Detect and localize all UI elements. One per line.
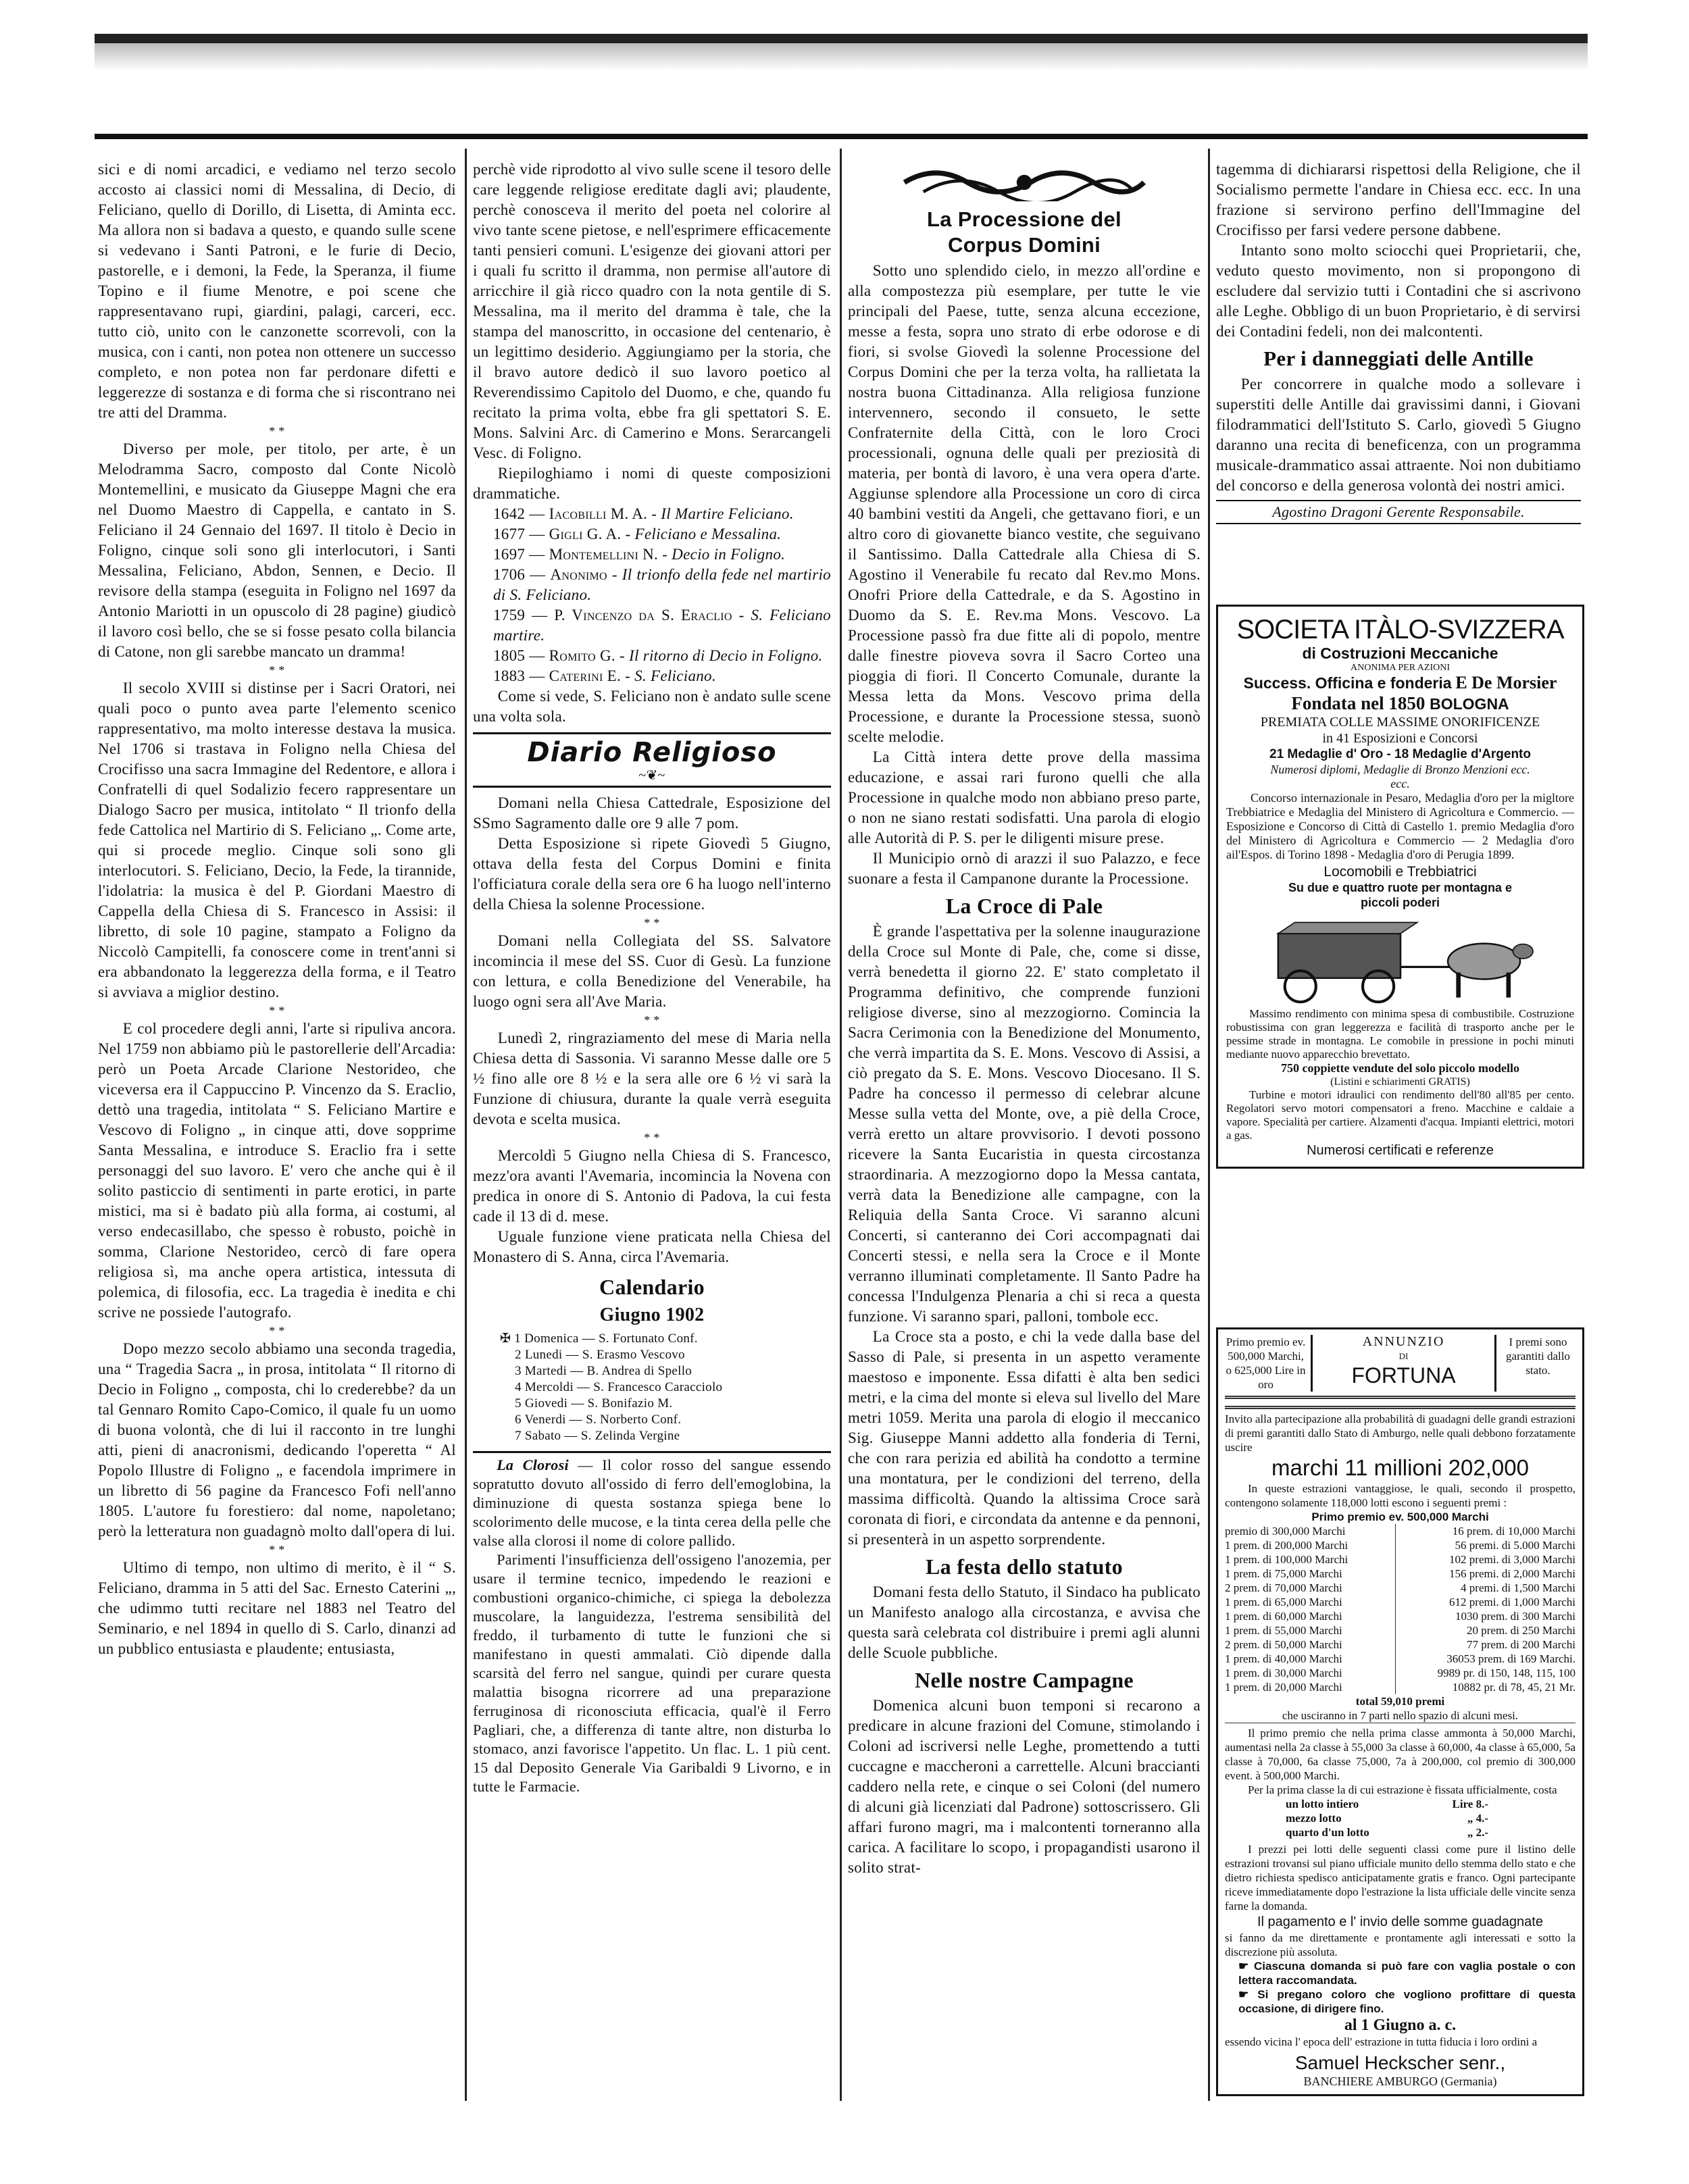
prize-row: 1 prem. di 60,000 Marchi: [1225, 1610, 1342, 1623]
ad-text: Massimo rendimento con minima spesa di combustibile. Costruzione robustissima con gran leggerezza e facilità di trasporto anche per le pessime strade in montagna. Le comobile in pressione in pochi minuti mediante nuovo apparecchio brevettato.: [1226, 1007, 1574, 1061]
calendar-list: [500, 1331, 831, 1444]
paragraph: Domenica alcuni buon temponi si recarono a predicare in alcune frazioni del Comune, stimolando i Coloni ad iscriversi nelle Leghe, promettendo a tutti cuccagne e maccheroni a carrettelle. Alcuni braccianti caddero nella rete, e cinque o sei Coloni (del numero di alcuni già licenziati dal Padrone) sottoscrissero. Gli affari furono magri, ma i malcontenti torneranno alla carica. A facilitare lo scopo, i propagandisti usarono il solito strat-: [848, 1697, 1201, 1876]
work-title: - Il trionfo della fede nel martirio di S. Feliciano.: [493, 566, 831, 603]
price-value: „ 4.-: [1467, 1812, 1488, 1825]
prize-row: 36053 prem. di 169 Marchi.: [1446, 1652, 1575, 1665]
prize-row: 2 prem. di 50,000 Marchi: [1225, 1638, 1342, 1651]
ad-text: 750 coppiette vendute del solo piccolo modello: [1281, 1061, 1519, 1075]
price-label: un lotto intiero: [1286, 1798, 1359, 1810]
ad-text: essendo vicina l' epoca dell' estrazione in tutta fiducia i loro ordini a: [1225, 2035, 1538, 2048]
ad-text: Il primo premio che nella prima classe ammonta à 50,000 Marchi, aumentasi nella 2a classe à 55,000 3a classe à 60,000, 4a classe à 65,000, 5a classe à 70,000, 6a classe 75,000, 7a à 200,000, col premio di 300,000 event. à 500,000 Marchi.: [1225, 1727, 1575, 1782]
ad-text: Il pagamento e l' invio delle somme guadagnate: [1257, 1914, 1543, 1929]
prize-row: 1 prem. di 30,000 Marchi: [1225, 1667, 1342, 1679]
article-title: La Croce di Pale: [945, 894, 1103, 918]
ad-text: ☛ Si pregano coloro che vogliono profittare di questa occasione, di dirigere fino.: [1238, 1988, 1575, 2015]
paragraph: tagemma di dichiararsi rispettosi della Religione, che il Socialismo permette l'andare in Chiesa ecc. ecc. In una frazione si servirono perfino dell'Immagine del Crocifisso per farsi vedere persone dabbene.: [1216, 161, 1581, 238]
work-year: 1883 —: [493, 667, 545, 684]
ad-text: Invito alla partecipazione alla probabilità di guadagni delle grandi estrazioni di premi garantiti dallo Stato di Amburgo, nelle quali debbono forzatamente uscire: [1225, 1406, 1575, 1454]
advertisement-lottery: [1216, 1327, 1584, 2096]
prize-column-right: [1405, 1524, 1576, 1694]
column-2: [473, 159, 831, 1796]
separator: * *: [644, 916, 660, 930]
ad-text: Per la prima classe la di cui estrazione è fissata ufficialmente, costa: [1248, 1783, 1557, 1796]
paragraph: Domani nella Collegiata del SS. Salvatore incomincia il mese del SS. Cuor di Gesù. La funzione con lettura, e colla Benedizione del Venerabile, ha luogo ogni sera all'Ave Maria.: [473, 932, 831, 1010]
separator: * *: [269, 663, 285, 677]
ornament-icon: ~❦~: [638, 768, 665, 783]
ad-text: Locomobili e Trebbiatrici: [1324, 864, 1477, 880]
ad-text: che usciranno in 7 parti nello spazio di alcuni mesi.: [1225, 1708, 1575, 1723]
ornament-banner-icon: [875, 162, 1174, 203]
work-title: - Feliciano e Messalina.: [625, 526, 782, 542]
paragraph: Detta Esposizione si ripete Giovedì 5 Giugno, ottava della festa del Corpus Domini e finita l'officiatura corale della sera ore 6 ha luogo nell'interno della Chiesa la solenne Processione.: [473, 835, 831, 913]
section-title: Diario Religioso: [527, 737, 777, 768]
work-year: 1642 —: [493, 505, 545, 522]
prize-row: 10882 pr. di 78, 45, 21 Mr.: [1452, 1681, 1575, 1694]
prize-row: 1 prem. di 55,000 Marchi: [1225, 1624, 1342, 1637]
paragraph: Sotto uno splendido cielo, in mezzo all'ordine e alla compostezza più esemplare, per tutte le vie principali del Paese, tutte, senza alcuna eccezione, messe a festa, sopra uno strato di erbe odorose e di fiori, si svolse Giovedì la solenne Processione del Corpus Domini che per la terza volta, ha rallietata la nostra buona Cittadinanza. Alla religiosa funzione intervennero, secondo il consueto, le sette Confraternite della Città, con le loro Croci processionali, ognuna delle quali per preziosità di materia, per bontà di lavoro, è una vera opera d'arte. Aggiunse splendore alla Processione un coro di circa 40 bambini vestiti da Angeli, che gettavano fiori, e un altro coro di giovanette bianco vestite, che seguivano il Santissimo. Dalla Cattedrale alla Chiesa di S. Agostino il Venerabile fu recato dal Rev.mo Mons. Onofri Priore della Cattedrale, e da S. Agostino in Duomo da S. E. Rev.ma Mons. Vescovo. La Processione passò fra due fitte ali di popolo, mentre dalle finestre pioveva sovra il Sacro Corteo una pioggia di fiori. Il Concerto Comunale, durante la Messa letta da Mons. Vescovo prima della Processione, e durante la Processione stessa, suonò scelte melodie.: [848, 262, 1201, 745]
price-value: „ 2.-: [1467, 1826, 1488, 1839]
prize-column-left: [1225, 1524, 1396, 1694]
prize-row: 1 prem. di 100,000 Marchi: [1225, 1553, 1348, 1566]
work-title: - S. Feliciano.: [625, 667, 716, 684]
advertisement-italo-svizzera: [1216, 605, 1584, 1169]
work-author: Romito G.: [549, 647, 615, 664]
paragraph: Dopo mezzo secolo abbiamo una seconda tragedia, una “ Tragedia Sacra „ in prosa, intitolata “ Il ritorno di Decio in Foligno „ composta, chi lo crederebbe? da un tal Gennaro Romito Capo-Comico, il quale fu un uomo di buona volontà, che di lui il racconto in tre lunghi atti, pieni di anacronismi, dedicando l'operetta “ Al Popolo Illustre di Foligno „ e facendola imprimere in un libretto di 56 pagine da Francesco Fofi nell'anno 1805. L'autore fu forestiero: dal nome, napoletano; però la letteratura non guadagnò molto dall'opera di lui.: [98, 1340, 456, 1540]
work-author: Caterini E.: [549, 667, 622, 684]
lottery-header: [1225, 1335, 1575, 1399]
separator: * *: [269, 1004, 285, 1017]
paragraph: Parimenti l'insufficienza dell'ossigeno l'anozemia, per usare il termine tecnico, impedendo le reazioni e combustioni organico-chimiche, ci spiega la debolezza muscolare, la languidezza, l'estrema sensibilità del freddo, il turbamento di tutte le funzioni che si manifestano in questi ammalati. Ciò dipende dalla scarsità del ferro nel sangue, quindi per curare questa malattia bisogna ricorrere ad una preparazione ferruginosa di riconosciuta efficacia, qual'è il Ferro Pagliari, che, a differenza di tante altre, non disturba lo stomaco, anzi favorisce l'appetito. Un flac. L. 1 più cent. 15 dal Deposito Generale Via Garibaldi 9 Livorno, e in tutte le Farmacie.: [473, 1551, 831, 1795]
column-divider: [840, 149, 842, 2101]
column-3: [848, 159, 1201, 1878]
prize-row: 1 prem. di 200,000 Marchi: [1225, 1539, 1348, 1552]
price-label: quarto d'un lotto: [1286, 1826, 1369, 1839]
paragraph: perchè vide riprodotto al vivo sulle scene il tesoro delle care leggende religiose ereditate dagli avi; plaudente, perchè conosceva il merito del poeta nel colorire al vivo tante scene pietose, e nell'esprimere efficacemente tanti pensieri comuni. L'esigenze dei giovani attori per i quali fu scritto il dramma, non permise all'autore di arricchire il già ricco quadro con la nota gentile di S. Messalina, ma il merito del dramma è tale, che la stampa del manoscritto, in occasione del centenario, è un legittimo desiderio. Aggiungiamo per la storia, che il bravo autore dedicò il suo lavoro poetico al Reverendissimo Capitolo del Duomo, e che, quando fu recitato la prima volta, ebbe fra gli spettatori S. E. Mons. Salvini Arc. di Camerino e Mons. Serarcangeli Vesc. di Foligno.: [473, 161, 831, 461]
clorosi-notice: [473, 1451, 831, 1796]
ad-text: [1226, 693, 1574, 714]
price-row: [1286, 1825, 1488, 1839]
header-rule: [95, 134, 1588, 139]
prize-row: 4 premi. di 1,500 Marchi: [1461, 1581, 1575, 1594]
ad-text: I premi sono garantiti dallo stato.: [1494, 1335, 1575, 1392]
ad-subtitle: di Costruzioni Meccaniche: [1302, 644, 1498, 662]
column-1: [98, 159, 456, 1659]
ad-text: I prezzi pei lotti delle seguenti classi come pure il listino delle estrazioni trovansi sul piano ufficiale munito dello stemma dello stato e che dietro richiesta spedisco anticipatamente gratis e franco. Ogni partecipante riceve immediatamente dopo l'estrazione la lista ufficiale delle vincite senza farne la domanda.: [1225, 1843, 1575, 1912]
ad-text: Numerosi certificati e referenze: [1307, 1143, 1494, 1158]
ad-text: in 41 Esposizioni e Concorsi: [1322, 731, 1478, 746]
prize-row: 77 prem. di 200 Marchi: [1467, 1638, 1575, 1651]
prize-row: 1 prem. di 65,000 Marchi: [1225, 1596, 1342, 1608]
ad-text: (Listini e schiarimenti GRATIS): [1330, 1076, 1470, 1088]
article-title: Per i danneggiati delle Antille: [1263, 347, 1534, 370]
ad-text: Primo premio ev. 500,000 Marchi, o 625,000 Lire in oro: [1225, 1335, 1313, 1392]
paragraph: È grande l'aspettativa per la solenne inaugurazione della Croce sul Monte di Pale, che, come si disse, verrà benedetta il giorno 22. E' stato completato il Programma definitivo, che comprende funzioni religiose diverse, sino al mezzogiorno. Comincia la Sacra Cerimonia con la Benedizione del Monumento, che verrà impartita da S. E. Mons. Vescovo di Assisi, a ciò pregato da S. E. Mons. Vescovo Diocesano. Il S. Padre ha concesso il permesso di celebrar alcune Messe sulla vetta del Monte, ove, a piè della Croce, verrà eretto un altare provvisorio. I devoti possono ricevere la Santa Eucaristia in questa circostanza straordinaria. A mezzogiorno dopo la Messa cantata, verrà data la Benedizione alle campagne, con la Reliquia della Santa Croce. Vi saranno alcuni Concerti, si canteranno dei Cori accompagnati dai Concerti stessi, e nella sera la Croce e il Monte verranno illuminati completamente. Il Santo Padre ha concessa l'Indulgenza Plenaria a chi si reca a questa funzione. Vi saranno spari, palloni, tombole ecc.: [848, 923, 1201, 1325]
work-item: [473, 524, 831, 544]
paragraph: E col procedere degli anni, l'arte si ripuliva ancora. Nel 1759 non abbiamo più le pastorellerie dell'Arcadia: però un Poeta Arcade Clarione Nestorideo, che viceversa era il Cappuccino P. Vincenzo da S. Eraclio, dettò una tragedia, intitolata “ S. Feliciano Martire e Vescovo di Foligno „ in cinque atti, dove sopprime Santa Messalina, e introduce S. Eraclio fra i sette personaggi del suo lavoro. E' vero che anche qui è il solito pasticcio di sentimenti in parte erotici, in parte mistici, ma si è badato più alla forma, ai costumi, al verso endecasillabo, che spesso è robusto, poichè in somma, Clarione Nestorideo, cercò di fare opera religiosa sì, ma anche opera artistica, intessuta di polemica, di filosofia, ecc. La tragedia è inedita e chi scrive ne possiede l'autografo.: [98, 1020, 456, 1321]
prize-row: 1 prem. di 75,000 Marchi: [1225, 1567, 1342, 1580]
paragraph: Come si vede, S. Feliciano non è andato sulle scene una volta sola.: [473, 688, 831, 725]
notice-title: La Clorosi: [497, 1456, 569, 1473]
top-shade: [95, 43, 1588, 70]
paragraph: La Croce sta a posto, e chi la vede dalla base del Sasso di Pale, si presenta in un aspetto veramente maestoso e imponente. Essa difatti è alta ben sedici metri, e la cima del monte si eleva sul livello del Mare metri 1059. Merita una parola di elogio il meccanico Sig. Giuseppe Manni addetto alla fonderia di Terni, che con rara perizia ed abilità ha condotto a termine una montatura, per le condizioni del terreno, della massima difficoltà. Quando la altissima Croce sarà coronata di fiori, e circondata da antenne e da pennoni, si presenterà in un aspetto sorprendente.: [848, 1328, 1201, 1548]
ad-text: Concorso internazionale in Pesaro, Medaglia d'oro per la migltore Trebbiatrice e Medaglia del Ministero di Agricoltura e Commercio. — Esposizione e Concorso di Città di Castello 1. premio Medaglia d'oro del Ministero di Agricoltura e Commercio — 2 Medaglia d'oro ail'Espos. di Torino 1898 - Medaglia d'oro di Perugia 1899.: [1226, 791, 1574, 861]
article-title: Nelle nostre Campagne: [915, 1668, 1134, 1692]
ad-text: [1226, 674, 1574, 693]
column-4: [1216, 159, 1581, 524]
ad-text: total 59,010 premi: [1355, 1695, 1445, 1708]
lottery-headline: marchi 11 millioni 202,000: [1271, 1455, 1529, 1480]
ad-text: 21 Medaglie d' Oro - 18 Medaglie d'Argento: [1269, 747, 1531, 761]
banker-name: Samuel Heckscher senr.,: [1294, 2052, 1506, 2073]
prize-row: 156 premi. di 2,000 Marchi: [1449, 1567, 1575, 1580]
work-title: - Il ritorno di Decio in Foligno.: [620, 647, 823, 664]
price-row: [1286, 1797, 1488, 1811]
paragraph: Mercoldì 5 Giugno nella Chiesa di S. Francesco, mezz'ora avanti l'Avemaria, incomincia la Novena con predica in onore di S. Antonio di Padova, la cui festa cade il 13 di d. mese.: [473, 1147, 831, 1225]
prize-row: 16 prem. di 10,000 Marchi: [1452, 1525, 1575, 1538]
work-year: 1706 —: [493, 566, 546, 583]
price-list: [1225, 1797, 1575, 1839]
ad-text: ANNUNZIO: [1362, 1334, 1445, 1349]
separator: * *: [644, 1131, 660, 1144]
prize-row: 56 premi. di 5.000 Marchi: [1455, 1539, 1575, 1552]
work-item: [473, 666, 831, 686]
separator: * *: [269, 1543, 285, 1556]
ad-text: si fanno da me direttamente e prontamente agli interessati e sotto la discrezione più assoluta.: [1225, 1931, 1575, 1958]
work-title: - Decio in Foligno.: [662, 546, 786, 563]
paragraph: Diverso per mole, per titolo, per arte, è un Melodramma Sacro, composto dal Conte Nicolò Montemellini, e musicato da Giuseppe Magni che era nel Duomo Maestro di Cappella, e cantato in S. Feliciano il 24 Gennaio del 1697. Il titolo è Decio in Foligno, cinque soli sono gli interlocutori, i Santi Messalina, Feliciano, Abdon, Sennen, e Decio. Il revisore della stampa (eseguita in Foligno nel 1697 da Antonio Mariotti in un opuscolo di 28 pagine) giudicò il lavoro così bello, che se si fosse pesato colla bilancia di Catone, non gli sarebbe mancato un dramma!: [98, 440, 456, 660]
diario-religioso-header: [473, 732, 831, 788]
work-item: [473, 646, 831, 666]
ad-text: Turbine e motori idraulici con rendimento dell'80 all'85 per cento. Regolatori servo motori compensatori a freno. Macchine e caldaie a vapore. Specialità per cartiere. Alzamenti d'acqua. Impianti elettrici, motori a gas.: [1226, 1088, 1574, 1142]
paragraph: Domani nella Chiesa Cattedrale, Esposizione del SSmo Sagramento dalle ore 9 alle 7 pom.: [473, 794, 831, 832]
ad-title: SOCIETA ITÀLO-SVIZZERA: [1236, 615, 1564, 644]
prize-row: premio di 300,000 Marchi: [1225, 1525, 1346, 1538]
work-author: Iacobilli M. A.: [549, 505, 648, 522]
paragraph: sici e di nomi arcadici, e vediamo nel terzo secolo accosto ai classici nomi di Messalina, di Decio, di Feliciano, quello di Dorillo, di Lisetta, di Aminta ecc. Ma allora non si badava a questo, e quando sulle scene si vedevano i Santi Patroni, e le furie di Decio, pastorelle, e i demoni, la Fede, la Speranza, il fiume Topino e il fiume Menotre, e poi scene che rappresentavano rupi, giardini, palagi, carceri, ecc. tutto ciò, unito con le canzonette scorrevoli, con la musica, con i canti, non potea non ottenere un successo completo, e non potea non far perdonare difetti e leggerezze di sostanza e di forma che si riscontrano nei tre atti del Dramma.: [98, 161, 456, 421]
lottery-title: [1313, 1335, 1494, 1392]
paragraph: Ultimo di tempo, non ultimo di merito, è il “ S. Feliciano, dramma in 5 atti del Sac. Ernesto Caterini „, che udimmo tutti recitare nel 1883 nel Teatro del Seminario, e nel 1894 in quello di S. Carlo, dinanzi ad un pubblico entusiasta e plaudente; entusiasta,: [98, 1559, 456, 1657]
paragraph: Per concorrere in qualche modo a sollevare i superstiti delle Antille dai gravissimi danni, i Giovani filodrammatici dell'Istituto S. Carlo, giovedì 5 Giugno daranno una recita di beneficenza, con un programma musicale-drammatico assai attraente. Noi non dubitiamo del concorso e della generosa volontà dei nostri amici.: [1216, 376, 1581, 494]
ad-text: BOLOGNA: [1430, 695, 1509, 713]
prize-row: 20 prem. di 250 Marchi: [1467, 1624, 1575, 1637]
article-title: La festa dello statuto: [926, 1554, 1123, 1579]
works-list: [473, 504, 831, 686]
prize-row: 9989 pr. di 150, 148, 115, 100: [1437, 1667, 1575, 1679]
work-year: 1677 —: [493, 526, 545, 542]
calendar-day: 4 Mercoldi — S. Francesco Caracciolo: [515, 1380, 723, 1394]
work-year: 1759 —: [493, 607, 548, 624]
article-title: La Processione del Corpus Domini: [927, 207, 1121, 257]
prize-row: 1 prem. di 20,000 Marchi: [1225, 1681, 1342, 1694]
paragraph: Riepiloghiamo i nomi di queste composizioni drammatiche.: [473, 465, 831, 502]
ad-text: FORTUNA: [1351, 1363, 1456, 1388]
calendar-day: 6 Venerdi — S. Norberto Conf.: [515, 1413, 682, 1427]
ad-text: Su due e quattro ruote per montagna e piccoli poderi: [1288, 881, 1513, 909]
paragraph: [473, 1456, 831, 1550]
paragraph: Domani festa dello Statuto, il Sindaco ha publicato un Manifesto analogo alla circostanza, e avvisa che questa sarà celebrata col distribuire i premi agli alunni delle Scuole pubbliche.: [848, 1583, 1201, 1661]
banker-title: BANCHIERE AMBURGO (Germania): [1303, 2075, 1497, 2088]
ad-text: Success. Officina e fonderia: [1243, 674, 1452, 692]
ad-text: E De Morsier: [1455, 673, 1557, 692]
calendar-day: 3 Martedi — B. Andrea di Spello: [515, 1364, 692, 1378]
ad-text: ☛ Ciascuna domanda si può fare con vaglia postale o con lettera raccomandata.: [1238, 1960, 1575, 1987]
separator: * *: [644, 1013, 660, 1027]
prize-row: 612 premi. di 1,000 Marchi: [1449, 1596, 1575, 1608]
ad-text: DI: [1398, 1351, 1409, 1361]
ad-text: al 1 Giugno a. c.: [1344, 2016, 1457, 2034]
work-author: Montemellini N.: [549, 546, 659, 563]
prize-row: 1 prem. di 40,000 Marchi: [1225, 1652, 1342, 1665]
ad-text: Numerosi diplomi, Medaglie di Bronzo Menzioni ecc. ecc.: [1270, 763, 1530, 790]
prize-row: 102 premi. di 3,000 Marchi: [1449, 1553, 1575, 1566]
signature: Agostino Dragoni Gerente Responsabile.: [1216, 500, 1581, 524]
separator: * *: [269, 424, 285, 438]
calendar-day: ✠ 1 Domenica — S. Fortunato Conf.: [500, 1331, 698, 1346]
ad-text: ANONIMA PER AZIONI: [1351, 663, 1450, 673]
paragraph: Il secolo XVIII si distinse per i Sacri Oratori, nei quali poco o punto avea parte l'elemento scenico rappresentativo, ma molto interesse destava la musica. Nel 1706 si trastava in Foligno nella Chiesa del Crocifisso una sacra Immagine del Redentore, e allora i Confratelli di quel Sodalizio fecero rappresentare un Dialogo Sacro per musica, intitolato “ Il trionfo della fede Cattolica nel Martirio di S. Feliciano „. Come arte, qui si procede meglio. Cinque soli sono gli interlocutori. S. Feliciano, Decio, la Fede, la tirannide, l'idolatria: la musica è del P. Giordani Maestro di Cappella della Chiesa di S. Francesco in Assisi: il libretto, di sole 10 pagine, stampato a Foligno da Niccolò Campitelli, fa conoscere come in trent'anni si era abbandonato la leggerezza della forma, e il Teatro si avviava a miglior destino.: [98, 680, 456, 1000]
work-author: P. Vincenzo da S. Eraclio: [554, 607, 732, 624]
ad-text: In queste estrazioni vantaggiose, le quali, secondo il prospetto, contengono solamente 118,000 lotti escono i seguenti premi :: [1225, 1482, 1575, 1509]
work-author: Gigli G. A.: [549, 526, 622, 542]
work-item: [473, 504, 831, 524]
prize-row: 2 prem. di 70,000 Marchi: [1225, 1581, 1342, 1594]
work-year: 1697 —: [493, 546, 545, 563]
paragraph: Lunedì 2, ringraziamento del mese di Maria nella Chiesa detta di Sassonia. Vi saranno Messe dalle ore 5 ½ fino alle ore 8 ½ e la sera alle ore 6 ½ vi sarà la Funzione di chiusura, durante la quale verrà eseguita devota e scelta musica.: [473, 1030, 831, 1127]
price-label: mezzo lotto: [1286, 1812, 1342, 1825]
work-item: [473, 544, 831, 565]
work-author: Anonimo: [550, 566, 607, 583]
calendar-month: Giugno 1902: [599, 1304, 705, 1325]
work-item: [473, 605, 831, 646]
notice-text: — Il color rosso del sangue essendo sopratutto dovuto all'ossido di ferro dell'emoglobina, la diminuzione di questa sostanza spiega bene lo scolorimento delle mucose, e la tinta cerea della pelle che valse alla clorosi il nome di colore pallido.: [473, 1456, 831, 1549]
price-value: Lire 8.-: [1452, 1798, 1488, 1810]
ad-text: Primo premio ev. 500,000 Marchi: [1311, 1510, 1489, 1523]
work-item: [473, 565, 831, 605]
calendar-day: 5 Giovedi — S. Bonifazio M.: [515, 1396, 673, 1411]
calendar-title: Calendario: [599, 1275, 705, 1299]
paragraph: Uguale funzione viene praticata nella Chiesa del Monastero di S. Anna, circa l'Avemaria.: [473, 1228, 831, 1265]
work-title: - Il Martire Feliciano.: [651, 505, 794, 522]
paragraph: Intanto sono molto sciocchi quei Proprietarii, che, veduto questo movimento, non si propongono di escludere dal servizio tutti i Contadini che si ascrivono alle Leghe. Obbligo di un buon Proprietario, è di servirsi dei Contadini fedeli, non dei malcontenti.: [1216, 242, 1581, 340]
column-divider: [465, 149, 467, 2101]
prize-row: 1030 prem. di 300 Marchi: [1455, 1610, 1575, 1623]
work-year: 1805 —: [493, 647, 545, 664]
paragraph: Il Municipio ornò di arazzi il suo Palazzo, e fece suonare a festa il Campanone durante la Processione.: [848, 850, 1201, 887]
paragraph: La Città intera dette prove della massima educazione, e assai rari furono quelli che alla Processione in qualche modo non abbiano preso parte, o non ne siano restati sodisfatti. Una parola di elogio alle Autorità di P. S. per le diligenti misure prese.: [848, 748, 1201, 846]
calendar-day: 7 Sabato — S. Zelinda Vergine: [515, 1429, 680, 1443]
price-row: [1286, 1811, 1488, 1825]
top-border: [95, 34, 1588, 43]
column-divider: [1208, 149, 1210, 2101]
ad-text: PREMIATA COLLE MASSIME ONORIFICENZE: [1260, 715, 1540, 730]
prize-table: [1225, 1524, 1575, 1694]
threshing-machine-illustration: [1226, 911, 1574, 1006]
ad-text: Fondata nel 1850: [1291, 693, 1426, 713]
calendar-day: 2 Lunedi — S. Erasmo Vescovo: [515, 1348, 685, 1362]
work-title: - S. Feliciano martire.: [493, 607, 831, 644]
separator: * *: [269, 1324, 285, 1338]
